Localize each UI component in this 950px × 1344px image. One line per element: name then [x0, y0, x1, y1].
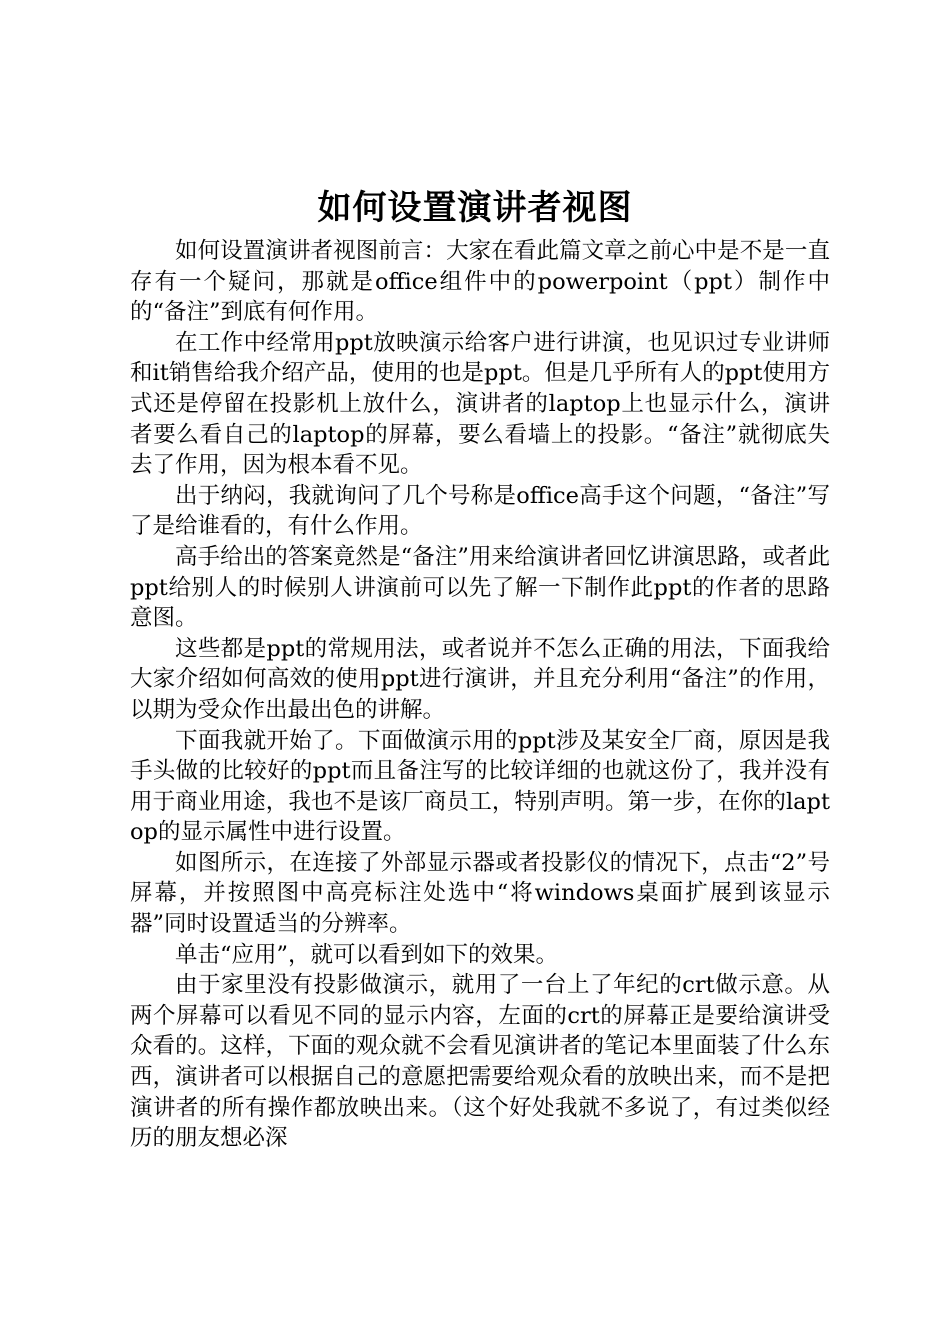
paragraph-2: 在工作中经常用ppt放映演示给客户进行讲演，也见识过专业讲师和it销售给我介绍产品，使用的也是ppt。但是几乎所有人的ppt使用方式还是停留在投影机上放什么，演讲者的laptop上也显示什么，演讲者要么看自己的laptop的屏幕，要么看墙上的投影。“备注”就彻底失去了作用，因为根本看不见。 [130, 329, 830, 479]
paragraph-1: 如何设置演讲者视图前言：大家在看此篇文章之前心中是不是一直存有一个疑问，那就是office组件中的powerpoint（ppt）制作中的“备注”到底有何作用。 [130, 238, 830, 326]
paragraph-5: 这些都是ppt的常规用法，或者说并不怎么正确的用法，下面我给大家介绍如何高效的使用ppt进行演讲，并且充分利用“备注”的作用，以期为受众作出最出色的讲解。 [130, 635, 830, 723]
document-body [130, 236, 830, 1154]
paragraph-6: 下面我就开始了。下面做演示用的ppt涉及某安全厂商，原因是我手头做的比较好的ppt而且备注写的比较详细的也就这份了，我并没有用于商业用途，我也不是该厂商员工，特别声明。第一步，在你的laptop的显示属性中进行设置。 [130, 727, 830, 846]
paragraph-4: 高手给出的答案竟然是“备注”用来给演讲者回忆讲演思路，或者此ppt给别人的时候别人讲演前可以先了解一下制作此ppt的作者的思路意图。 [130, 543, 830, 632]
paragraph-7: 如图所示，在连接了外部显示器或者投影仪的情况下，点击“2”号屏幕，并按照图中高亮标注处选中“将windows桌面扩展到该显示器”同时设置适当的分辨率。 [130, 849, 830, 938]
document-title: 如何设置演讲者视图 [317, 188, 633, 228]
paragraph-8: 单击“应用”，就可以看到如下的效果。 [175, 941, 559, 968]
paragraph-3: 出于纳闷，我就询问了几个号称是office高手这个问题，“备注”写了是给谁看的，有什么作用。 [130, 482, 830, 540]
paragraph-9: 由于家里没有投影做演示，就用了一台上了年纪的crt做示意。从两个屏幕可以看见不同的显示内容，左面的crt的屏幕正是要给演讲受众看的。这样，下面的观众就不会看见演讲者的笔记本里面装了什么东西，演讲者可以根据自己的意愿把需要给观众看的放映出来，而不是把演讲者的所有操作都放映出来。（这个好处我就不多说了，有过类似经历的朋友想必深 [130, 972, 830, 1152]
